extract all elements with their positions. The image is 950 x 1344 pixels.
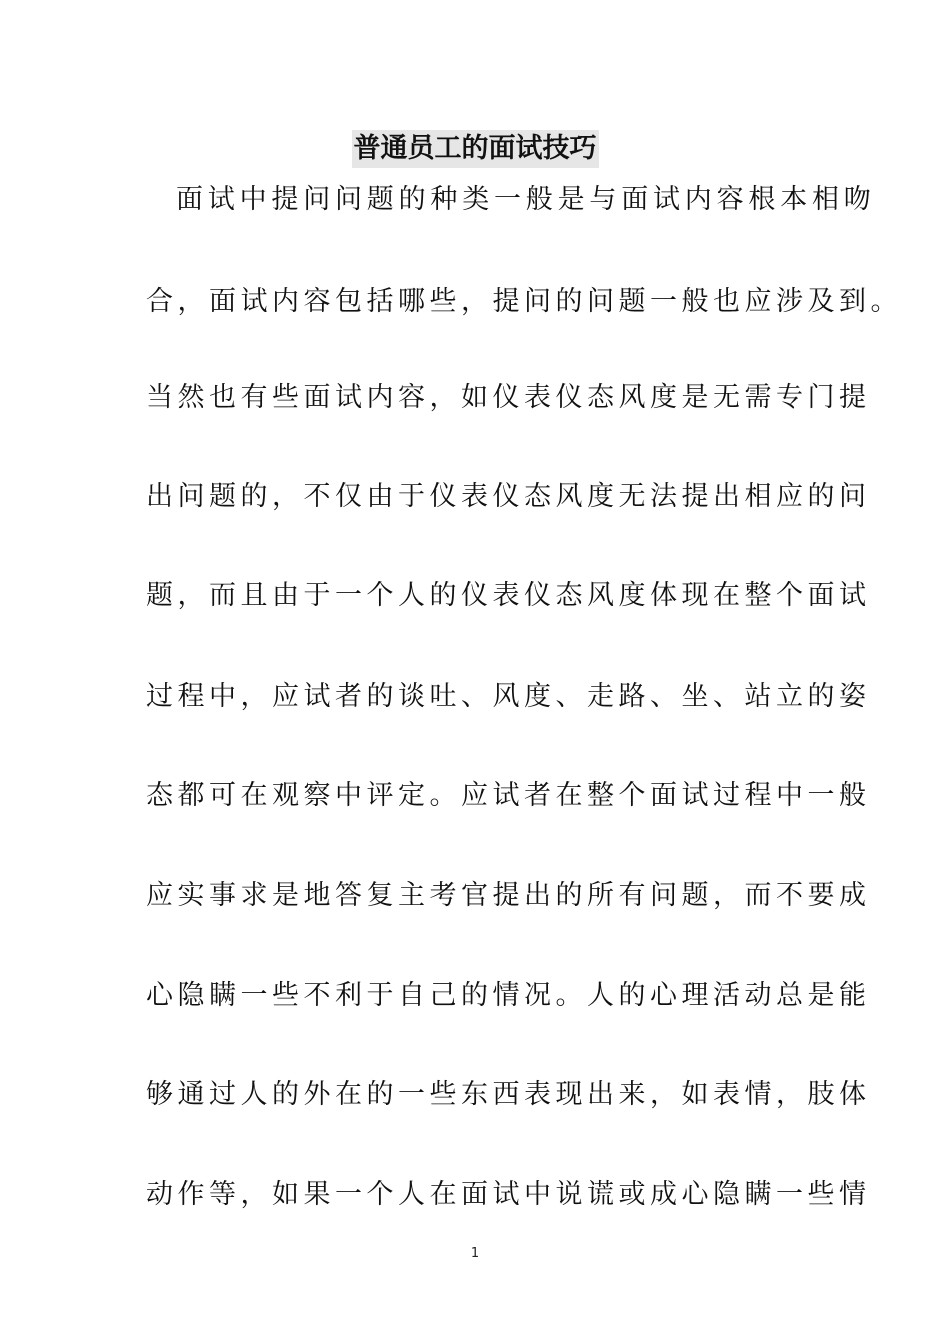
body-line-10: 够通过人的外在的一些东西表现出来，如表情，肢体 — [146, 1079, 871, 1110]
body-line-8: 应实事求是地答复主考官提出的所有问题，而不要成 — [146, 880, 871, 911]
body-line-9: 心隐瞒一些不利于自己的情况。人的心理活动总是能 — [146, 980, 871, 1011]
body-line-4: 出问题的，不仅由于仪表仪态风度无法提出相应的问 — [146, 481, 871, 512]
body-line-5: 题，而且由于一个人的仪表仪态风度体现在整个面试 — [146, 580, 871, 611]
body-line-3: 当然也有些面试内容，如仪表仪态风度是无需专门提 — [146, 382, 871, 413]
body-line-6: 过程中，应试者的谈吐、风度、走路、坐、站立的姿 — [146, 681, 871, 712]
title-container — [0, 130, 950, 168]
body-line-1: 面试中提问问题的种类一般是与面试内容根本相吻 — [176, 184, 876, 215]
document-title: 普通员工的面试技巧 — [352, 130, 599, 168]
body-line-11: 动作等，如果一个人在面试中说谎或成心隐瞒一些情 — [146, 1179, 871, 1210]
body-line-7: 态都可在观察中评定。应试者在整个面试过程中一般 — [146, 780, 871, 811]
page-number: 1 — [470, 1246, 480, 1261]
body-line-2: 合，面试内容包括哪些，提问的问题一般也应涉及到。 — [146, 286, 902, 317]
